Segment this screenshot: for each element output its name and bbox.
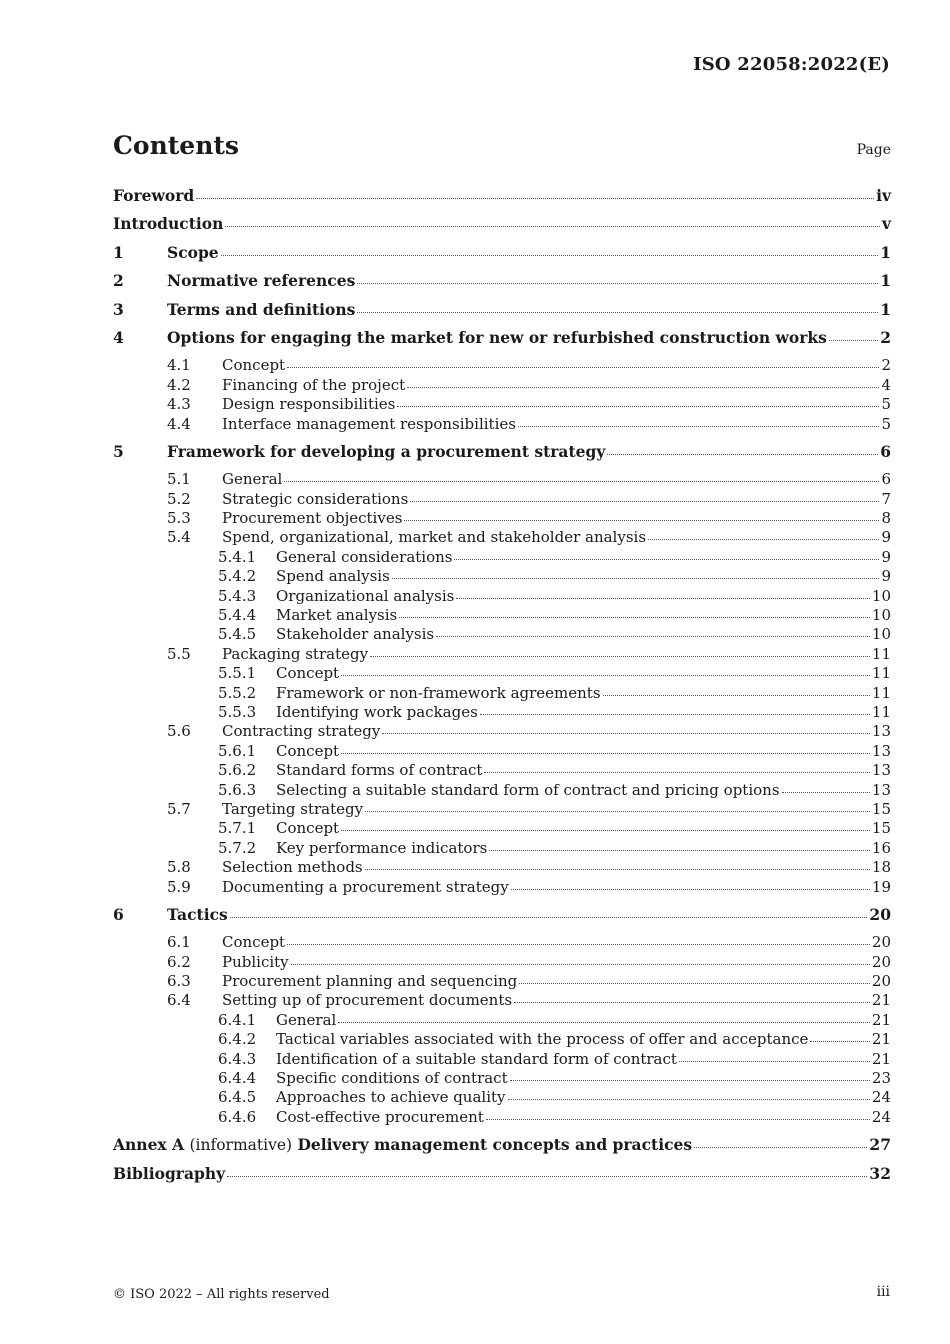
toc-entry-title [276, 781, 780, 799]
toc-entry-title-main: Procurement objectives [222, 509, 403, 528]
toc-entry-title-main: Tactics [167, 904, 228, 924]
toc-entry-title-main: General considerations [276, 547, 453, 566]
toc-dot-leader [607, 454, 878, 455]
toc-entry[interactable] [113, 548, 891, 567]
toc-entry-title-main: Strategic considerations [222, 489, 409, 508]
toc-entry-page: 9 [881, 567, 891, 586]
toc-entry-number: 3 [113, 299, 124, 319]
toc-entry-title [222, 933, 285, 951]
toc-entry-title-main: Scope [167, 242, 219, 262]
toc-entry-page: 2 [881, 356, 891, 375]
toc-entry-number: 6.4.3 [218, 1049, 257, 1068]
toc-entry-number: 5.4.1 [218, 547, 257, 566]
toc-entry-title-main: Framework or non-framework agreements [276, 683, 601, 702]
toc-entry[interactable] [113, 742, 891, 761]
toc-entry[interactable] [113, 972, 891, 991]
toc-entry-title [222, 528, 646, 546]
toc-entry-title-main: Foreword [113, 186, 195, 205]
toc-entry-number: 6.4.1 [218, 1010, 257, 1029]
toc-entry[interactable] [113, 1164, 891, 1192]
toc-entry-title [113, 1135, 692, 1154]
toc-entry-title-main: Options for engaging the market for new or refurbished construction works [167, 327, 827, 347]
toc-entry-number: 5.4 [167, 528, 191, 547]
toc-entry-title-main: Organizational analysis [276, 586, 455, 605]
toc-entry-page: 2 [880, 327, 891, 347]
toc-dot-leader [484, 772, 869, 773]
toc-entry-number: 5.4.2 [218, 567, 257, 586]
toc-entry-title-main: Contracting strategy [222, 722, 381, 741]
toc-entry-number: 2 [113, 271, 124, 291]
toc-entry-page: 21 [871, 991, 891, 1010]
toc-entry-title [222, 509, 402, 527]
toc-entry-title [167, 442, 605, 461]
toc-entry-number: 5.7.1 [218, 819, 257, 838]
toc-entry-number: 5.4.3 [218, 586, 257, 605]
toc-entry-number: 5.5.2 [218, 683, 257, 702]
toc-dot-leader [694, 1147, 867, 1148]
toc-entry-page: 10 [871, 586, 891, 605]
toc-dot-leader [365, 869, 870, 870]
toc-entry-number: 5.6.3 [218, 780, 257, 799]
toc-entry-title-main: Introduction [113, 214, 224, 234]
toc-entry-number: 5.9 [167, 877, 191, 896]
page-title: Contents [113, 131, 240, 160]
toc-entry[interactable] [113, 933, 891, 952]
toc-entry-page: 21 [871, 1049, 891, 1068]
toc-entry[interactable] [113, 800, 891, 819]
toc-entry-title-main: Documenting a procurement strategy [222, 877, 509, 896]
toc-entry-title-main: Identification of a suitable standard form of contract [276, 1049, 677, 1068]
toc-entry-title [167, 905, 228, 924]
toc-entry-title-main: Concept [276, 741, 340, 760]
toc-entry[interactable] [113, 490, 891, 509]
toc-entry-title [167, 271, 355, 290]
toc-entry-page: 13 [871, 722, 891, 741]
toc-entry-number: 6 [113, 904, 124, 924]
toc-entry-title-main: Stakeholder analysis [276, 625, 435, 644]
toc-entry-page: 6 [881, 470, 891, 489]
toc-entry[interactable] [113, 509, 891, 528]
toc-entry-title-main: General [276, 1010, 337, 1029]
toc-entry[interactable] [113, 1069, 891, 1088]
toc-entry-page: 13 [871, 761, 891, 780]
toc-entry-title-main: Specific conditions of contract [276, 1069, 508, 1088]
toc-entry-number: 4.3 [167, 395, 191, 414]
toc-entry-page: 8 [881, 509, 891, 528]
toc-entry-title [167, 243, 219, 262]
toc-entry-page: 19 [871, 877, 891, 896]
toc-entry-title-main: Concept [276, 819, 340, 838]
toc-entry-title [276, 587, 454, 605]
toc-entry-title-main: Terms and definitions [167, 299, 356, 319]
toc-entry-number: 5.1 [167, 470, 191, 489]
toc-entry-page: 10 [871, 625, 891, 644]
toc-entry-title [222, 415, 516, 433]
toc-dot-leader [392, 578, 880, 579]
toc-entry-page: 16 [871, 838, 891, 857]
toc-entry-title-main: Design responsibilities [222, 395, 396, 414]
toc-entry[interactable] [113, 684, 891, 703]
toc-entry[interactable] [113, 1108, 891, 1127]
toc-entry-number: 4.4 [167, 414, 191, 433]
toc-entry-number: 5.5.3 [218, 702, 257, 721]
toc-entry-number: 6.4.2 [218, 1030, 257, 1049]
toc-entry-page: 5 [881, 414, 891, 433]
toc-entry-number: 4 [113, 327, 124, 347]
toc-entry-title-main: Packaging strategy [222, 644, 369, 663]
toc-entry-title-main: Concept [222, 933, 286, 952]
toc-entry-page: 1 [880, 242, 891, 262]
toc-entry-page: 9 [881, 547, 891, 566]
toc-entry-title-main: General [222, 470, 283, 489]
toc-entry-title [276, 1030, 808, 1048]
toc-dot-leader [456, 598, 870, 599]
toc-entry-page: 20 [871, 972, 891, 991]
toc-entry-title [113, 214, 223, 233]
toc-entry[interactable] [113, 356, 891, 375]
toc-entry[interactable] [113, 1030, 891, 1049]
toc-dot-leader [230, 917, 868, 918]
toc-entry[interactable] [113, 703, 891, 722]
toc-entry-title [276, 839, 487, 857]
toc-entry-title [276, 567, 390, 585]
toc-dot-leader [225, 226, 880, 227]
toc-entry[interactable] [113, 470, 891, 489]
toc-entry-page: 5 [881, 395, 891, 414]
toc-entry-title [222, 878, 509, 896]
toc-entry-number: 4.2 [167, 375, 191, 394]
toc-entry-title [276, 548, 452, 566]
toc-entry-number: 6.2 [167, 952, 191, 971]
toc-dot-leader [810, 1041, 870, 1042]
toc-entry-title [276, 819, 339, 837]
toc-dot-leader [480, 714, 870, 715]
toc-entry[interactable] [113, 1011, 891, 1030]
toc-entry-page: 20 [871, 933, 891, 952]
toc-dot-leader [508, 1099, 870, 1100]
toc-dot-leader [679, 1061, 870, 1062]
toc-entry-page: 4 [881, 375, 891, 394]
toc-entry[interactable] [113, 395, 891, 414]
toc-entry[interactable] [113, 839, 891, 858]
toc-entry-title-main: Key performance indicators [276, 838, 488, 857]
toc-entry-title [276, 1069, 508, 1087]
toc-entry-number: 5.7 [167, 799, 191, 818]
toc-dot-leader [489, 850, 870, 851]
toc-entry-title-main: Tactical variables associated with the process of offer and acceptance [276, 1030, 809, 1049]
toc-dot-leader [357, 312, 878, 313]
toc-entry-title-main: Setting up of procurement documents [222, 991, 513, 1010]
toc-entry-page: 7 [881, 489, 891, 508]
toc-entry-number: 5.4.4 [218, 606, 257, 625]
toc-dot-leader [514, 1002, 870, 1003]
toc-entry-page: 6 [880, 441, 891, 461]
toc-dot-leader [454, 559, 879, 560]
page-number: iii [876, 1284, 890, 1300]
toc-entry-title [276, 703, 478, 721]
toc-entry[interactable] [113, 328, 891, 356]
toc-entry-number: 5.4.5 [218, 625, 257, 644]
toc-entry-number: 5.3 [167, 509, 191, 528]
toc-entry-title [222, 800, 363, 818]
toc-dot-leader [782, 792, 870, 793]
toc-dot-leader [287, 367, 879, 368]
toc-dot-leader [407, 387, 879, 388]
toc-dot-leader [196, 198, 874, 199]
toc-entry[interactable] [113, 858, 891, 877]
toc-dot-leader [510, 1080, 870, 1081]
toc-entry-title-main: Publicity [222, 952, 289, 971]
toc-entry[interactable] [113, 991, 891, 1010]
toc-dot-leader [829, 340, 878, 341]
toc-entry-title [276, 684, 601, 702]
toc-dot-leader [227, 1176, 867, 1177]
toc-entry-title [222, 395, 395, 413]
toc-entry-page: 15 [871, 799, 891, 818]
toc-dot-leader [397, 406, 879, 407]
toc-entry[interactable] [113, 214, 891, 242]
toc-entry[interactable] [113, 243, 891, 271]
toc-entry-page: 13 [871, 741, 891, 760]
toc-entry[interactable] [113, 905, 891, 933]
toc-entry-number: 5 [113, 441, 124, 461]
toc-entry[interactable] [113, 625, 891, 644]
toc-entry-title [222, 645, 368, 663]
toc-dot-leader [221, 255, 879, 256]
toc-entry-page: 21 [871, 1010, 891, 1029]
toc-entry-page: 15 [871, 819, 891, 838]
toc-entry-title-note: (informative) [189, 1136, 293, 1155]
toc-dot-leader [338, 1022, 870, 1023]
toc-entry-page: 20 [871, 952, 891, 971]
toc-dot-leader [357, 283, 878, 284]
toc-entry-title [167, 328, 827, 347]
toc-entry-title [276, 1011, 336, 1029]
toc-entry-number: 6.3 [167, 972, 191, 991]
toc-entry-title-main: Spend, organizational, market and stakeholder analysis [222, 528, 647, 547]
toc-entry[interactable] [113, 271, 891, 299]
toc-entry-number: 5.8 [167, 858, 191, 877]
toc-entry-title [222, 972, 517, 990]
toc-entry-page: 13 [871, 780, 891, 799]
toc-entry[interactable] [113, 878, 891, 897]
toc-dot-leader [511, 889, 870, 890]
toc-entry-number: 6.4 [167, 991, 191, 1010]
toc-entry-title [276, 1088, 506, 1106]
toc-entry[interactable] [113, 567, 891, 586]
table-of-contents [113, 186, 891, 1192]
toc-entry-title-main: Cost-effective procurement [276, 1107, 484, 1126]
toc-entry-title-main: Identifying work packages [276, 702, 478, 721]
toc-entry-page: 11 [871, 683, 891, 702]
toc-entry-number: 5.5 [167, 644, 191, 663]
toc-entry-page: 11 [871, 644, 891, 663]
toc-entry[interactable] [113, 1135, 891, 1163]
toc-entry[interactable] [113, 300, 891, 328]
toc-entry-page: 9 [881, 528, 891, 547]
toc-entry-number: 6.4.6 [218, 1107, 257, 1126]
toc-entry-title-main: Market analysis [276, 606, 398, 625]
toc-entry-number: 5.5.1 [218, 664, 257, 683]
toc-entry[interactable] [113, 781, 891, 800]
toc-entry-title [113, 186, 194, 205]
toc-entry[interactable] [113, 415, 891, 434]
toc-entry-title [222, 356, 285, 374]
toc-entry-title [222, 470, 282, 488]
toc-dot-leader [287, 944, 870, 945]
toc-entry-title-main: Financing of the project [222, 375, 406, 394]
toc-dot-leader [648, 539, 879, 540]
copyright-notice: © ISO 2022 – All rights reserved [113, 1287, 330, 1302]
toc-entry-page: 11 [871, 664, 891, 683]
toc-entry-number: 6.1 [167, 933, 191, 952]
toc-entry-title [222, 722, 380, 740]
toc-entry[interactable] [113, 819, 891, 838]
toc-entry-title-main: Framework for developing a procurement strategy [167, 441, 606, 461]
toc-entry-title-main: Spend analysis [276, 567, 390, 586]
toc-entry[interactable] [113, 186, 891, 214]
toc-dot-leader [382, 733, 870, 734]
toc-dot-leader [486, 1119, 870, 1120]
toc-entry-title-main: Bibliography [113, 1163, 226, 1183]
toc-dot-leader [436, 636, 870, 637]
toc-entry-title [222, 490, 408, 508]
toc-dot-leader [603, 695, 870, 696]
toc-entry-page: 10 [871, 606, 891, 625]
toc-entry[interactable] [113, 645, 891, 664]
toc-entry[interactable] [113, 761, 891, 780]
toc-entry-title-main: Concept [276, 664, 340, 683]
toc-entry-page: 1 [880, 299, 891, 319]
toc-entry-title [276, 742, 339, 760]
toc-entry-number: 6.4.4 [218, 1069, 257, 1088]
toc-entry-title [222, 376, 405, 394]
toc-entry-page: 24 [871, 1088, 891, 1107]
toc-entry-title [222, 991, 512, 1009]
toc-entry-title [276, 664, 339, 682]
toc-entry-number: 4.1 [167, 356, 191, 375]
toc-entry-page: v [881, 214, 891, 234]
toc-entry-title [276, 606, 397, 624]
toc-dot-leader [519, 983, 870, 984]
toc-entry-title [222, 858, 363, 876]
toc-entry-number: 5.2 [167, 489, 191, 508]
toc-entry-page: 18 [871, 858, 891, 877]
toc-dot-leader [341, 675, 870, 676]
toc-entry-title [276, 761, 482, 779]
toc-entry-page: iv [876, 186, 891, 205]
toc-entry-title-main: Normative references [167, 271, 356, 291]
toc-entry-title [276, 1050, 677, 1068]
toc-entry-page: 32 [869, 1163, 891, 1183]
toc-entry-page: 27 [869, 1135, 891, 1155]
toc-entry[interactable] [113, 376, 891, 395]
toc-entry-number: 5.7.2 [218, 838, 257, 857]
toc-dot-leader [365, 811, 870, 812]
toc-entry[interactable] [113, 606, 891, 625]
toc-entry-page: 20 [869, 904, 891, 924]
toc-entry-number: 5.6.1 [218, 741, 257, 760]
toc-dot-leader [518, 426, 880, 427]
toc-entry[interactable] [113, 528, 891, 547]
toc-entry-title-rest: Delivery management concepts and practices [297, 1135, 693, 1155]
toc-entry-title-main: Selecting a suitable standard form of contract and pricing options [276, 780, 780, 799]
toc-entry[interactable] [113, 953, 891, 972]
toc-entry-number: 1 [113, 242, 124, 262]
toc-dot-leader [370, 656, 870, 657]
toc-dot-leader [399, 617, 870, 618]
toc-entry-title-main: Annex A [113, 1135, 185, 1155]
toc-entry-title [276, 1108, 484, 1126]
toc-entry-number: 5.6.2 [218, 761, 257, 780]
toc-entry[interactable] [113, 1088, 891, 1107]
toc-dot-leader [284, 481, 879, 482]
toc-dot-leader [291, 964, 870, 965]
toc-entry-page: 21 [871, 1030, 891, 1049]
toc-dot-leader [341, 830, 870, 831]
toc-entry-page: 11 [871, 702, 891, 721]
page-column-label: Page [856, 142, 891, 158]
toc-dot-leader [404, 520, 879, 521]
toc-entry-title [222, 953, 289, 971]
toc-entry-title-main: Approaches to achieve quality [276, 1088, 506, 1107]
toc-entry-title [276, 625, 434, 643]
toc-entry-page: 23 [871, 1069, 891, 1088]
toc-entry[interactable] [113, 722, 891, 741]
toc-entry-title-main: Interface management responsibilities [222, 414, 516, 433]
toc-entry-title-main: Standard forms of contract [276, 761, 483, 780]
toc-entry-title-main: Selection methods [222, 858, 363, 877]
toc-entry-page: 1 [880, 271, 891, 291]
toc-dot-leader [410, 501, 879, 502]
toc-entry[interactable] [113, 664, 891, 683]
toc-entry-title [167, 300, 355, 319]
toc-entry-title-main: Targeting strategy [222, 799, 364, 818]
document-id: ISO 22058:2022(E) [693, 54, 890, 75]
toc-entry-title-main: Procurement planning and sequencing [222, 972, 518, 991]
toc-entry-number: 6.4.5 [218, 1088, 257, 1107]
toc-entry[interactable] [113, 587, 891, 606]
toc-entry-title [113, 1164, 225, 1183]
toc-entry-title-main: Concept [222, 356, 286, 375]
toc-entry-number: 5.6 [167, 722, 191, 741]
toc-entry[interactable] [113, 1050, 891, 1069]
toc-dot-leader [341, 753, 870, 754]
toc-entry[interactable] [113, 442, 891, 470]
toc-entry-page: 24 [871, 1107, 891, 1126]
